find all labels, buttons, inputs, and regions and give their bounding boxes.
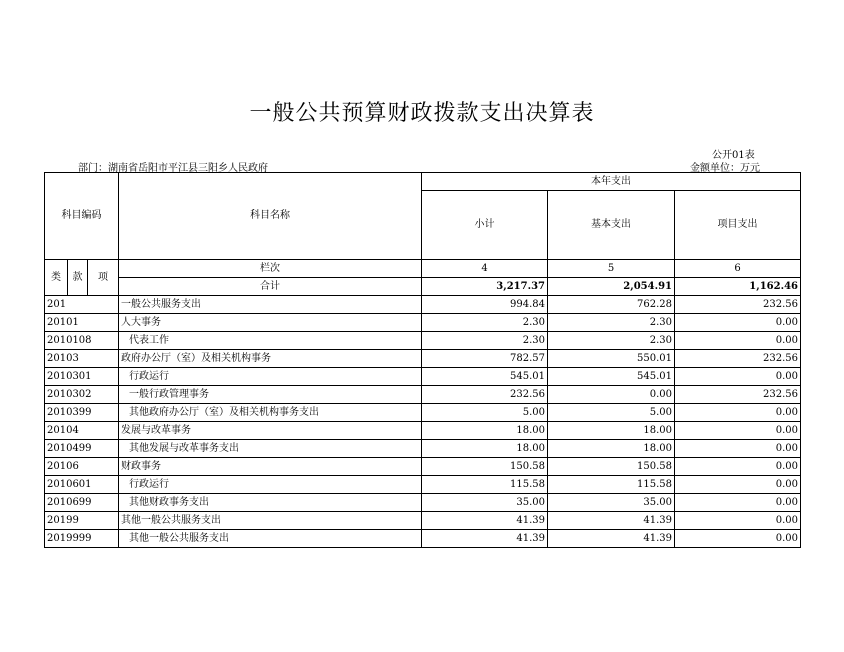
row-project: 0.00 [675, 440, 801, 458]
row-project: 232.56 [675, 350, 801, 368]
row-name: 其他财政事务支出 [119, 494, 422, 512]
row-code: 201 [45, 296, 119, 314]
table-row [45, 440, 801, 458]
row-subtotal: 41.39 [422, 512, 548, 530]
table-row [45, 422, 801, 440]
header-subtotal: 小计 [422, 191, 548, 260]
row-project: 0.00 [675, 332, 801, 350]
row-basic: 0.00 [548, 386, 675, 404]
row-project: 0.00 [675, 476, 801, 494]
table-row [45, 530, 801, 548]
department-label: 部门：湖南省岳阳市平江县三阳乡人民政府 [78, 163, 268, 174]
row-subtotal: 994.84 [422, 296, 548, 314]
row-project: 0.00 [675, 314, 801, 332]
row-subtotal: 41.39 [422, 530, 548, 548]
row-code: 2010601 [45, 476, 119, 494]
row-subtotal: 2.30 [422, 314, 548, 332]
row-basic: 5.00 [548, 404, 675, 422]
header-current-year: 本年支出 [422, 173, 801, 191]
row-code: 2010499 [45, 440, 119, 458]
row-name: 财政事务 [119, 458, 422, 476]
row-basic: 18.00 [548, 440, 675, 458]
table-row [45, 386, 801, 404]
row-code: 20103 [45, 350, 119, 368]
row-name: 其他政府办公厅（室）及相关机构事务支出 [119, 404, 422, 422]
total-row [45, 278, 801, 296]
row-subtotal: 2.30 [422, 332, 548, 350]
row-name: 政府办公厅（室）及相关机构事务 [119, 350, 422, 368]
row-project: 0.00 [675, 368, 801, 386]
header-code: 科目编码 [45, 173, 119, 260]
table-row [45, 476, 801, 494]
header-xiang: 项 [88, 260, 119, 296]
row-subtotal: 5.00 [422, 404, 548, 422]
table-row [45, 458, 801, 476]
form-number: 公开01表 [712, 150, 755, 161]
table-row [45, 332, 801, 350]
row-subtotal: 18.00 [422, 422, 548, 440]
page-title: 一般公共预算财政拨款支出决算表 [249, 101, 595, 126]
row-name: 代表工作 [119, 332, 422, 350]
table-row [45, 494, 801, 512]
row-project: 0.00 [675, 530, 801, 548]
row-project: 232.56 [675, 386, 801, 404]
table-row [45, 350, 801, 368]
total-subtotal: 3,217.37 [422, 278, 548, 296]
row-code: 2010301 [45, 368, 119, 386]
header-column-no: 栏次 [119, 260, 422, 278]
row-name: 一般公共服务支出 [119, 296, 422, 314]
unit-label: 金额单位：万元 [690, 163, 760, 174]
row-basic: 115.58 [548, 476, 675, 494]
row-basic: 545.01 [548, 368, 675, 386]
row-basic: 18.00 [548, 422, 675, 440]
row-subtotal: 545.01 [422, 368, 548, 386]
row-project: 0.00 [675, 494, 801, 512]
row-code: 2019999 [45, 530, 119, 548]
table-row [45, 314, 801, 332]
row-subtotal: 18.00 [422, 440, 548, 458]
row-project: 0.00 [675, 404, 801, 422]
row-subtotal: 115.58 [422, 476, 548, 494]
table-row [45, 368, 801, 386]
row-basic: 2.30 [548, 332, 675, 350]
row-subtotal: 232.56 [422, 386, 548, 404]
row-name: 人大事务 [119, 314, 422, 332]
row-basic: 2.30 [548, 314, 675, 332]
total-label: 合计 [119, 278, 422, 296]
row-name: 其他发展与改革事务支出 [119, 440, 422, 458]
row-subtotal: 782.57 [422, 350, 548, 368]
row-basic: 150.58 [548, 458, 675, 476]
table-row [45, 404, 801, 422]
row-name: 发展与改革事务 [119, 422, 422, 440]
row-project: 0.00 [675, 512, 801, 530]
header-kuan: 款 [68, 260, 88, 296]
row-code: 20101 [45, 314, 119, 332]
row-code: 2010302 [45, 386, 119, 404]
row-project: 0.00 [675, 458, 801, 476]
expenditure-table [44, 172, 801, 548]
row-basic: 35.00 [548, 494, 675, 512]
row-project: 0.00 [675, 422, 801, 440]
row-code: 20199 [45, 512, 119, 530]
row-name: 行政运行 [119, 368, 422, 386]
row-code: 2010108 [45, 332, 119, 350]
header-project: 项目支出 [675, 191, 801, 260]
row-code: 20106 [45, 458, 119, 476]
row-code: 20104 [45, 422, 119, 440]
header-col4: 4 [422, 260, 548, 278]
row-subtotal: 35.00 [422, 494, 548, 512]
table-row [45, 296, 801, 314]
row-basic: 41.39 [548, 530, 675, 548]
row-code: 2010399 [45, 404, 119, 422]
row-subtotal: 150.58 [422, 458, 548, 476]
row-basic: 41.39 [548, 512, 675, 530]
row-project: 232.56 [675, 296, 801, 314]
table-row [45, 512, 801, 530]
row-basic: 550.01 [548, 350, 675, 368]
header-lei: 类 [45, 260, 68, 296]
row-basic: 762.28 [548, 296, 675, 314]
header-col6: 6 [675, 260, 801, 278]
row-name: 行政运行 [119, 476, 422, 494]
header-basic: 基本支出 [548, 191, 675, 260]
header-name: 科目名称 [119, 173, 422, 260]
total-project: 1,162.46 [675, 278, 801, 296]
row-name: 其他一般公共服务支出 [119, 530, 422, 548]
row-name: 一般行政管理事务 [119, 386, 422, 404]
row-name: 其他一般公共服务支出 [119, 512, 422, 530]
total-basic: 2,054.91 [548, 278, 675, 296]
header-col5: 5 [548, 260, 675, 278]
row-code: 2010699 [45, 494, 119, 512]
